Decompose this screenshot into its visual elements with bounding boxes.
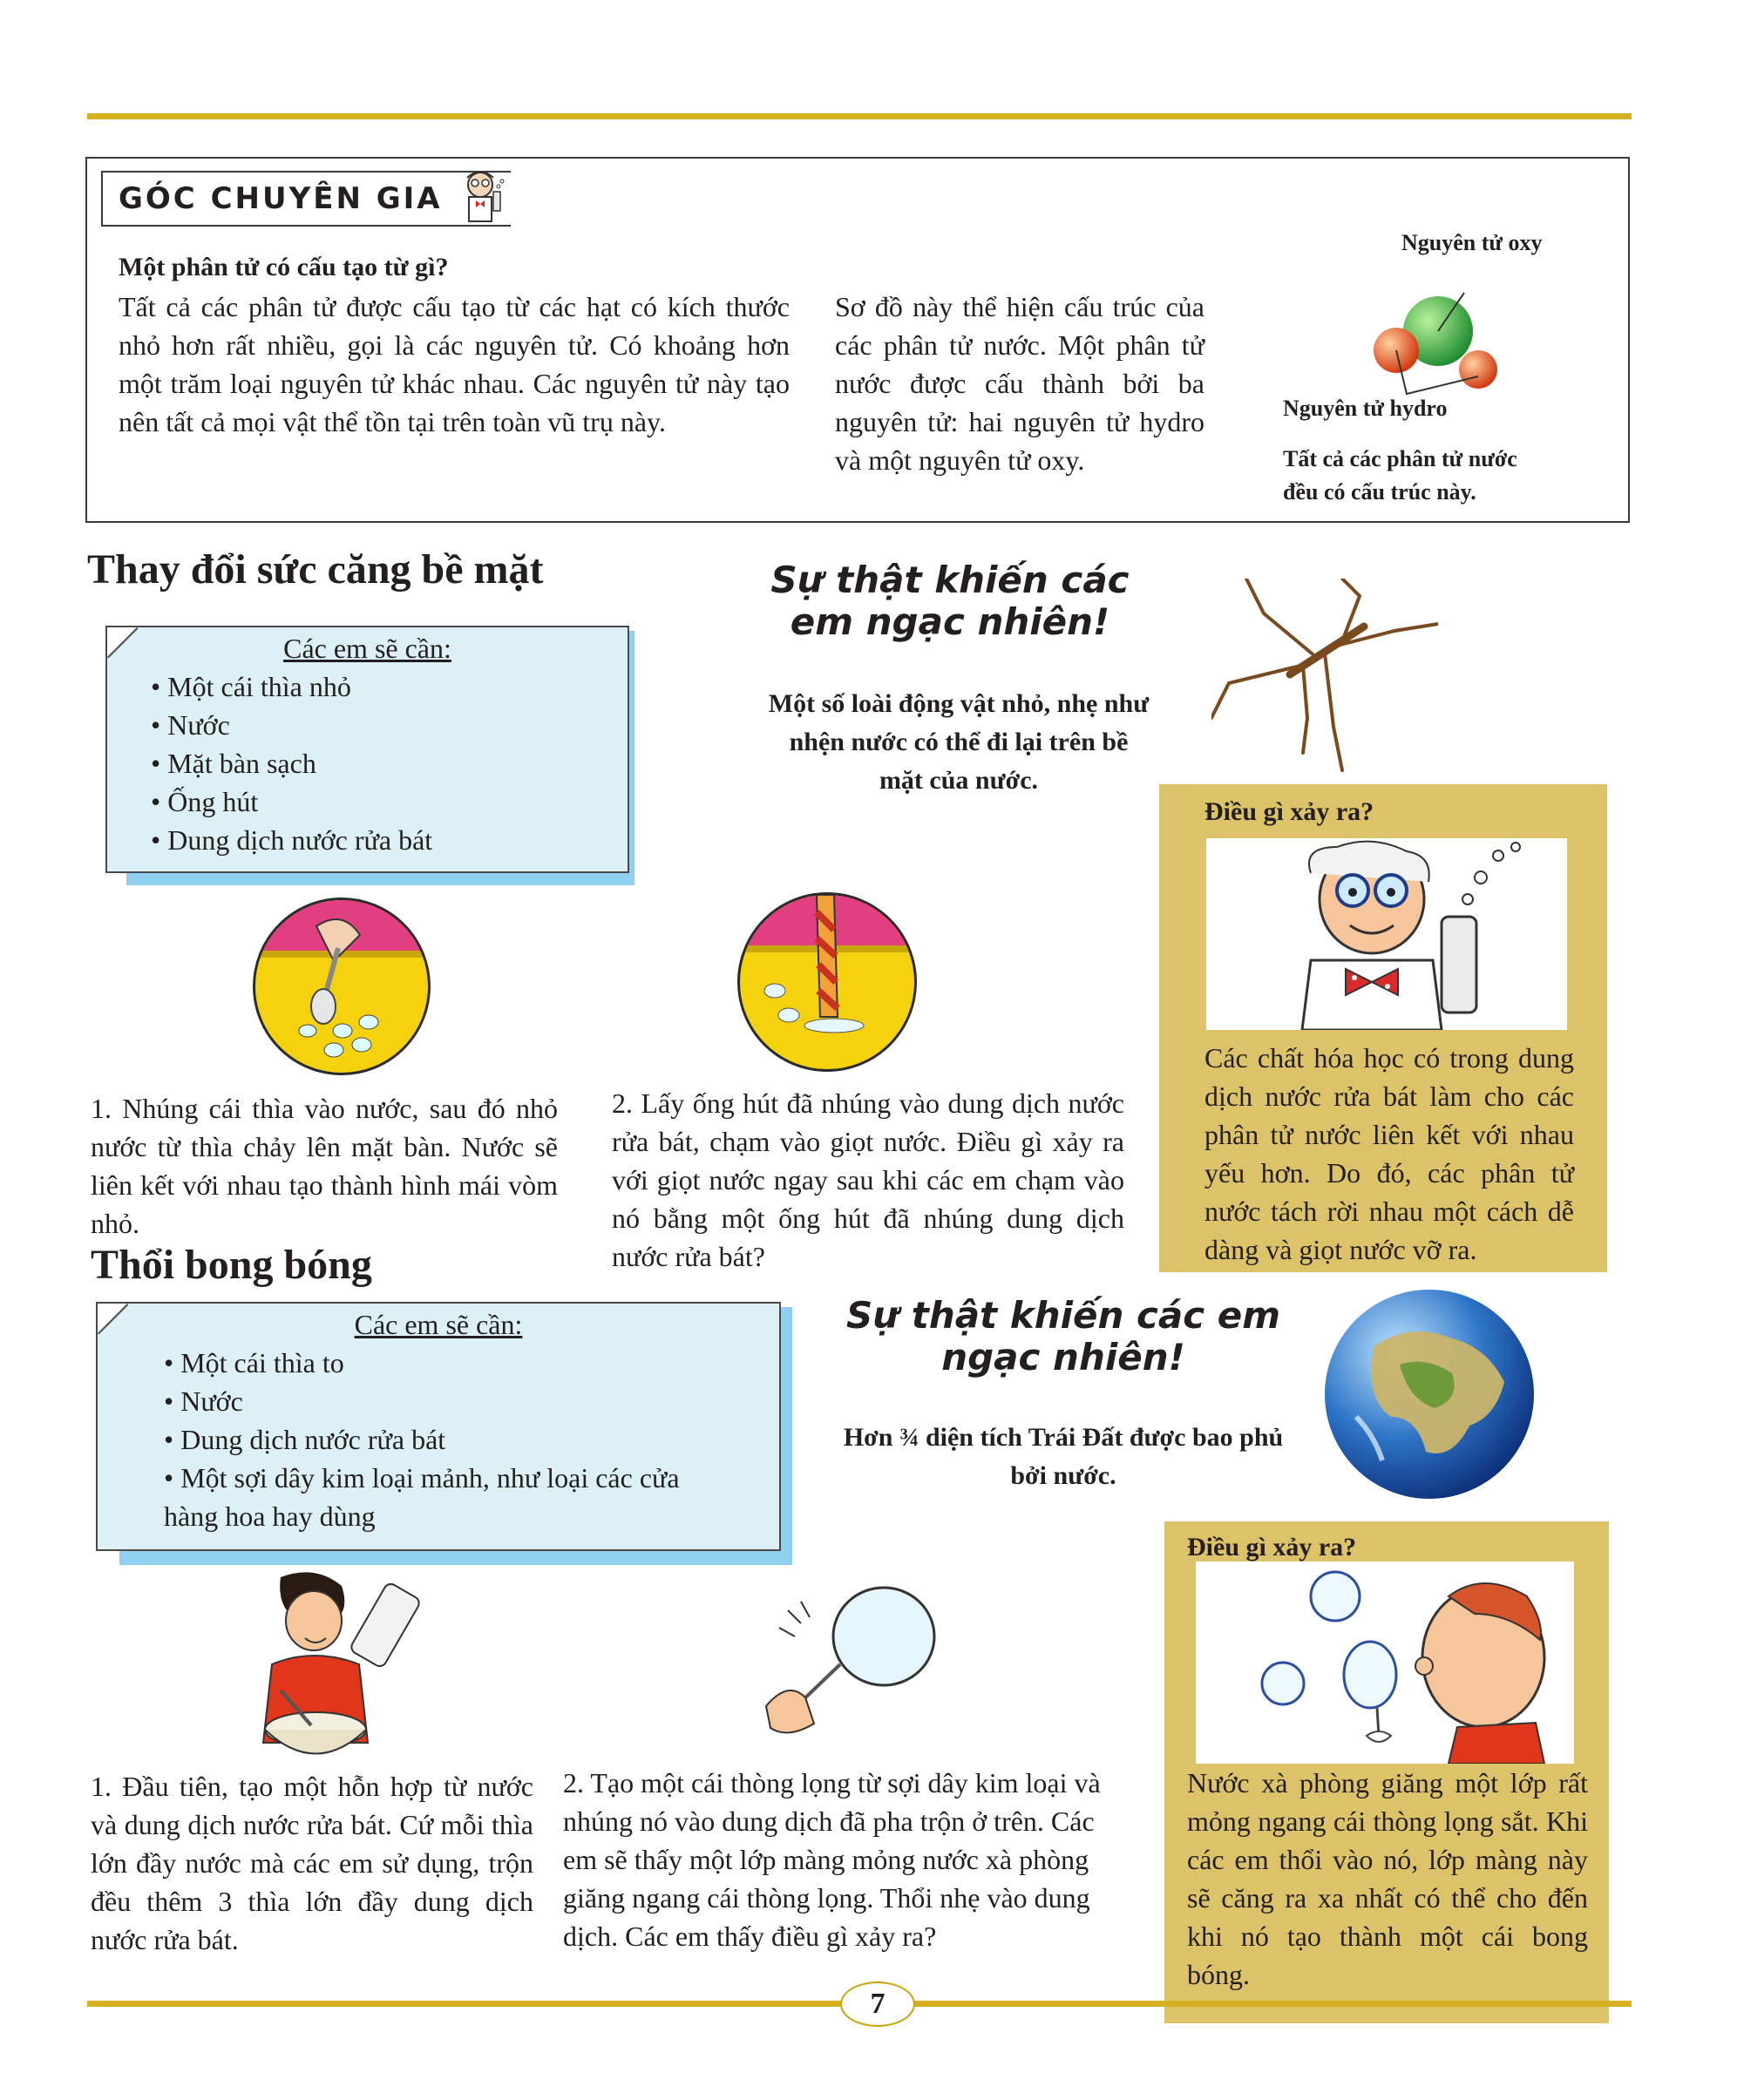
boy-mixing-image [228, 1568, 438, 1769]
spoon-drops-image [253, 898, 431, 1075]
bubble-loop-image [753, 1584, 953, 1741]
section1-title: Thay đổi sức căng bề mặt [87, 546, 544, 593]
expert-corner-box [85, 157, 1630, 523]
scientist-icon [450, 166, 511, 227]
needs1-title: Các em sẽ cần: [283, 633, 451, 664]
scientist-image [1206, 838, 1567, 1030]
expert-corner-paragraph: Tất cả các phân tử được cấu tạo từ các hạt có kích thước nhỏ hơn rất nhiều, gọi là các nguyên tử. Có khoảng hơn một trăm loại nguyên tử khác nhau. Các nguyên tử này tạo nên tất cả mọi vật thể tồn tại trên toàn vũ trụ này. [119, 291, 790, 437]
fact1-title: Sự thật khiến các em ngạc nhiên! [770, 559, 1130, 643]
needs2-list [164, 1344, 730, 1535]
expert-corner-question: Một phân tử có cấu tạo từ gì? [119, 253, 449, 281]
needs2-box [96, 1302, 781, 1551]
needs1-item: • Ống hút [151, 782, 628, 821]
needs2-item: • Nước [164, 1382, 730, 1420]
section2-step2: 2. Tạo một cái thòng lọng từ sợi dây kim loại và nhúng nó vào dung dịch đã pha trộn ở trên. Các em sẽ thấy một lớp màng mỏng nước xà phòng giăng ngang cái thòng lọng. Thổi nhẹ vào dung dịch. Các em thấy điều gì xảy ra? [563, 1767, 1101, 1952]
what-happens-text-1: Các chất hóa học có trong dung dịch nước rửa bát làm cho các phân tử nước liên kết với nhau yếu hơn. Do đó, các phân tử nước tách rời nhau một cách dễ dàng và giọt nước vỡ ra. [1204, 1042, 1574, 1265]
boy-blowing-bubbles-image [1196, 1561, 1574, 1764]
needs1-item: • Nước [151, 706, 628, 744]
needs1-box [105, 626, 629, 873]
label-hydrogen: Nguyên tử hydro [1283, 396, 1448, 421]
section1-step2: 2. Lấy ống hút đã nhúng vào dung dịch nước rửa bát, chạm vào giọt nước. Điều gì xảy ra với giọt nước ngay sau khi các em chạm vào nó bằng một ống hút đã nhúng dung dịch nước rửa bát? [612, 1087, 1124, 1272]
needs2-item: • Dung dịch nước rửa bát [164, 1420, 730, 1459]
section2-title: Thổi bong bóng [91, 1242, 372, 1288]
what-happens-title-1: Điều gì xảy ra? [1204, 797, 1374, 826]
needs1-list [151, 667, 628, 859]
section2-step1: 1. Đầu tiên, tạo một hỗn hợp từ nước và dung dịch nước rửa bát. Cứ mỗi thìa lớn đầy nước mà các em sử dụng, trộn đều thêm 3 thìa lớn đầy dung dịch nước rửa bát. [91, 1771, 533, 1955]
needs2-title: Các em sẽ cần: [354, 1309, 523, 1340]
diagram-description: Sơ đồ này thể hiện cấu trúc của các phân tử nước. Một phân tử nước được cấu thành bởi ba nguyên tử: hai nguyên tử hydro và một nguyên tử oxy. [835, 291, 1204, 476]
straw-drops-image [737, 892, 917, 1072]
needs1-item: • Dung dịch nước rửa bát [151, 821, 628, 859]
expert-corner-title: GÓC CHUYÊN GIA [119, 181, 443, 216]
molecule-caption: Tất cả các phân tử nước đều có cấu trúc này. [1283, 446, 1517, 505]
earth-globe-image [1321, 1286, 1537, 1502]
needs1-item: • Mặt bàn sạch [151, 744, 628, 782]
fact2-text: Hơn ¾ diện tích Trái Đất được bao phủ bởi nước. [843, 1423, 1284, 1490]
water-strider-image [1211, 579, 1438, 779]
label-oxygen: Nguyên tử oxy [1401, 230, 1543, 255]
top-rule [87, 113, 1632, 119]
page-number-badge [840, 1981, 915, 2027]
fact1-text: Một số loài động vật nhỏ, nhẹ như nhện nước có thể đi lại trên bề mặt của nước. [768, 689, 1150, 795]
expert-corner-header [101, 171, 511, 227]
what-happens-title-2: Điều gì xảy ra? [1187, 1533, 1357, 1561]
fact2-title: Sự thật khiến các em ngạc nhiên! [845, 1294, 1281, 1379]
hydrogen-atom-right [1459, 350, 1497, 389]
section1-step1: 1. Nhúng cái thìa vào nước, sau đó nhỏ nước từ thìa chảy lên mặt bàn. Nước sẽ liên kết với nhau tạo thành hình mái vòm nhỏ. [91, 1093, 558, 1239]
needs2-item: • Một sợi dây kim loại mảnh, như loại các cửa hàng hoa hay dùng [164, 1459, 730, 1535]
needs2-item: • Một cái thìa to [164, 1344, 730, 1382]
what-happens-text-2: Nước xà phòng giăng một lớp rất mỏng ngang cái thòng lọng sắt. Khi các em thổi vào nó, lớp màng này sẽ căng ra xa nhất có thể cho đến khi nó tạo thành một cái bong bóng. [1187, 1767, 1588, 1990]
page-number: 7 [870, 1988, 885, 2020]
what-happens-panel-2 [1164, 1521, 1609, 2023]
what-happens-panel-1 [1159, 784, 1607, 1272]
needs1-item: • Một cái thìa nhỏ [151, 667, 628, 706]
